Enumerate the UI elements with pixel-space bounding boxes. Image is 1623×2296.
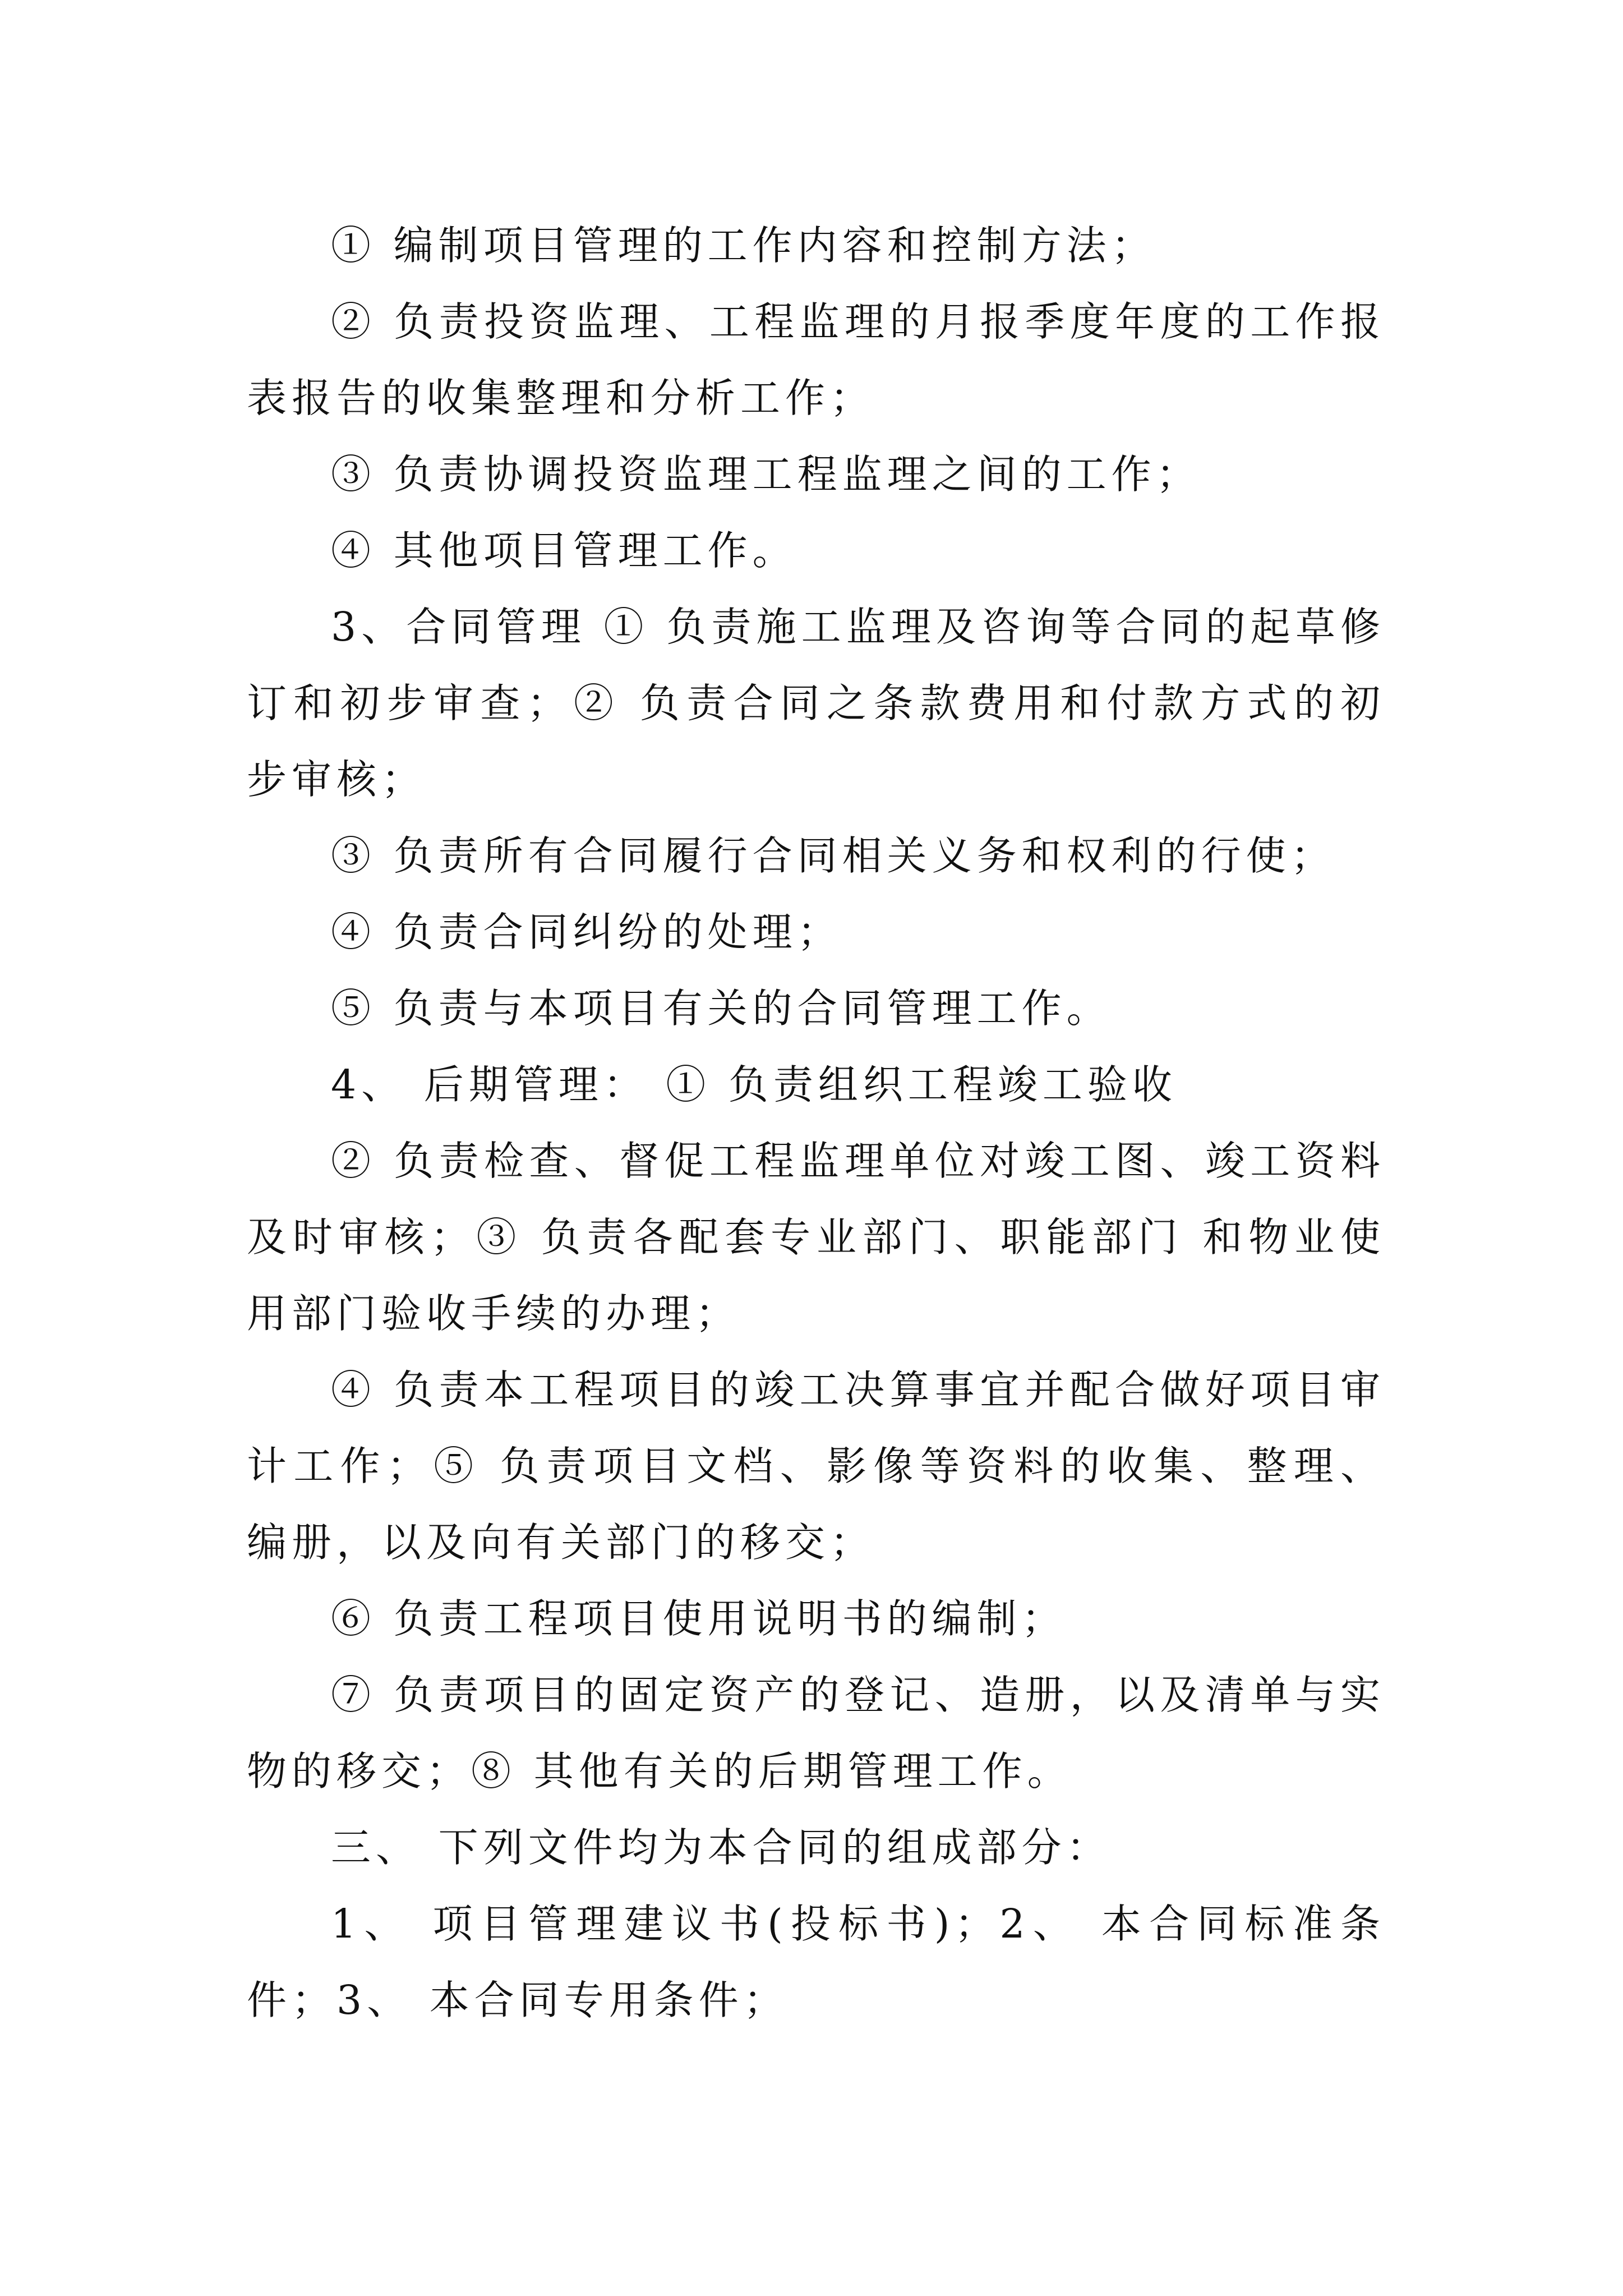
paragraph-section-three: 三、 下列文件均为本合同的组成部分：: [331, 1824, 1112, 1871]
paragraph-post-6: ⑥ 负责工程项目使用说明书的编制；: [331, 1595, 1067, 1642]
paragraph-item-2: ② 负责投资监理、工程监理的月报季度年度的工作报表报告的收集整理和分析工作；: [247, 298, 1385, 421]
paragraph-contract-5: ⑤ 负责与本项目有关的合同管理工作。: [331, 985, 1112, 1032]
paragraph-post-4-5: ④ 负责本工程项目的竣工决算事宜并配合做好项目审计工作；⑤ 负责项目文档、影像等资料的收集、整理、编册，以及向有关部门的移交；: [247, 1366, 1385, 1566]
paragraph-contract-3: ③ 负责所有合同履行合同相关义务和权利的行使；: [331, 832, 1336, 879]
paragraph-contract-management: 3、合同管理 ① 负责施工监理及咨询等合同的起草修订和初步审查；② 负责合同之条款费用和付款方式的初步审核；: [247, 604, 1385, 803]
paragraph-post-7-8: ⑦ 负责项目的固定资产的登记、造册，以及清单与实物的移交；⑧ 其他有关的后期管理工作。: [247, 1672, 1385, 1795]
paragraph-post-management: 4、 后期管理： ① 负责组织工程竣工验收: [331, 1061, 1177, 1108]
document-body: [247, 208, 1385, 2039]
paragraph-contract-4: ④ 负责合同纠纷的处理；: [331, 909, 842, 955]
paragraph-contract-documents: 1、 项目管理建议书(投标书)；2、 本合同标准条件；3、 本合同专用条件；: [247, 1901, 1385, 2023]
paragraph-post-2-3: ② 负责检查、督促工程监理单位对竣工图、竣工资料及时审核；③ 负责各配套专业部门、职能部门 和物业使用部门验收手续的办理；: [247, 1138, 1385, 1337]
paragraph-item-1: ① 编制项目管理的工作内容和控制方法；: [331, 222, 1156, 269]
paragraph-item-4: ④ 其他项目管理工作。: [331, 527, 797, 574]
paragraph-item-3: ③ 负责协调投资监理工程监理之间的工作；: [331, 451, 1201, 498]
